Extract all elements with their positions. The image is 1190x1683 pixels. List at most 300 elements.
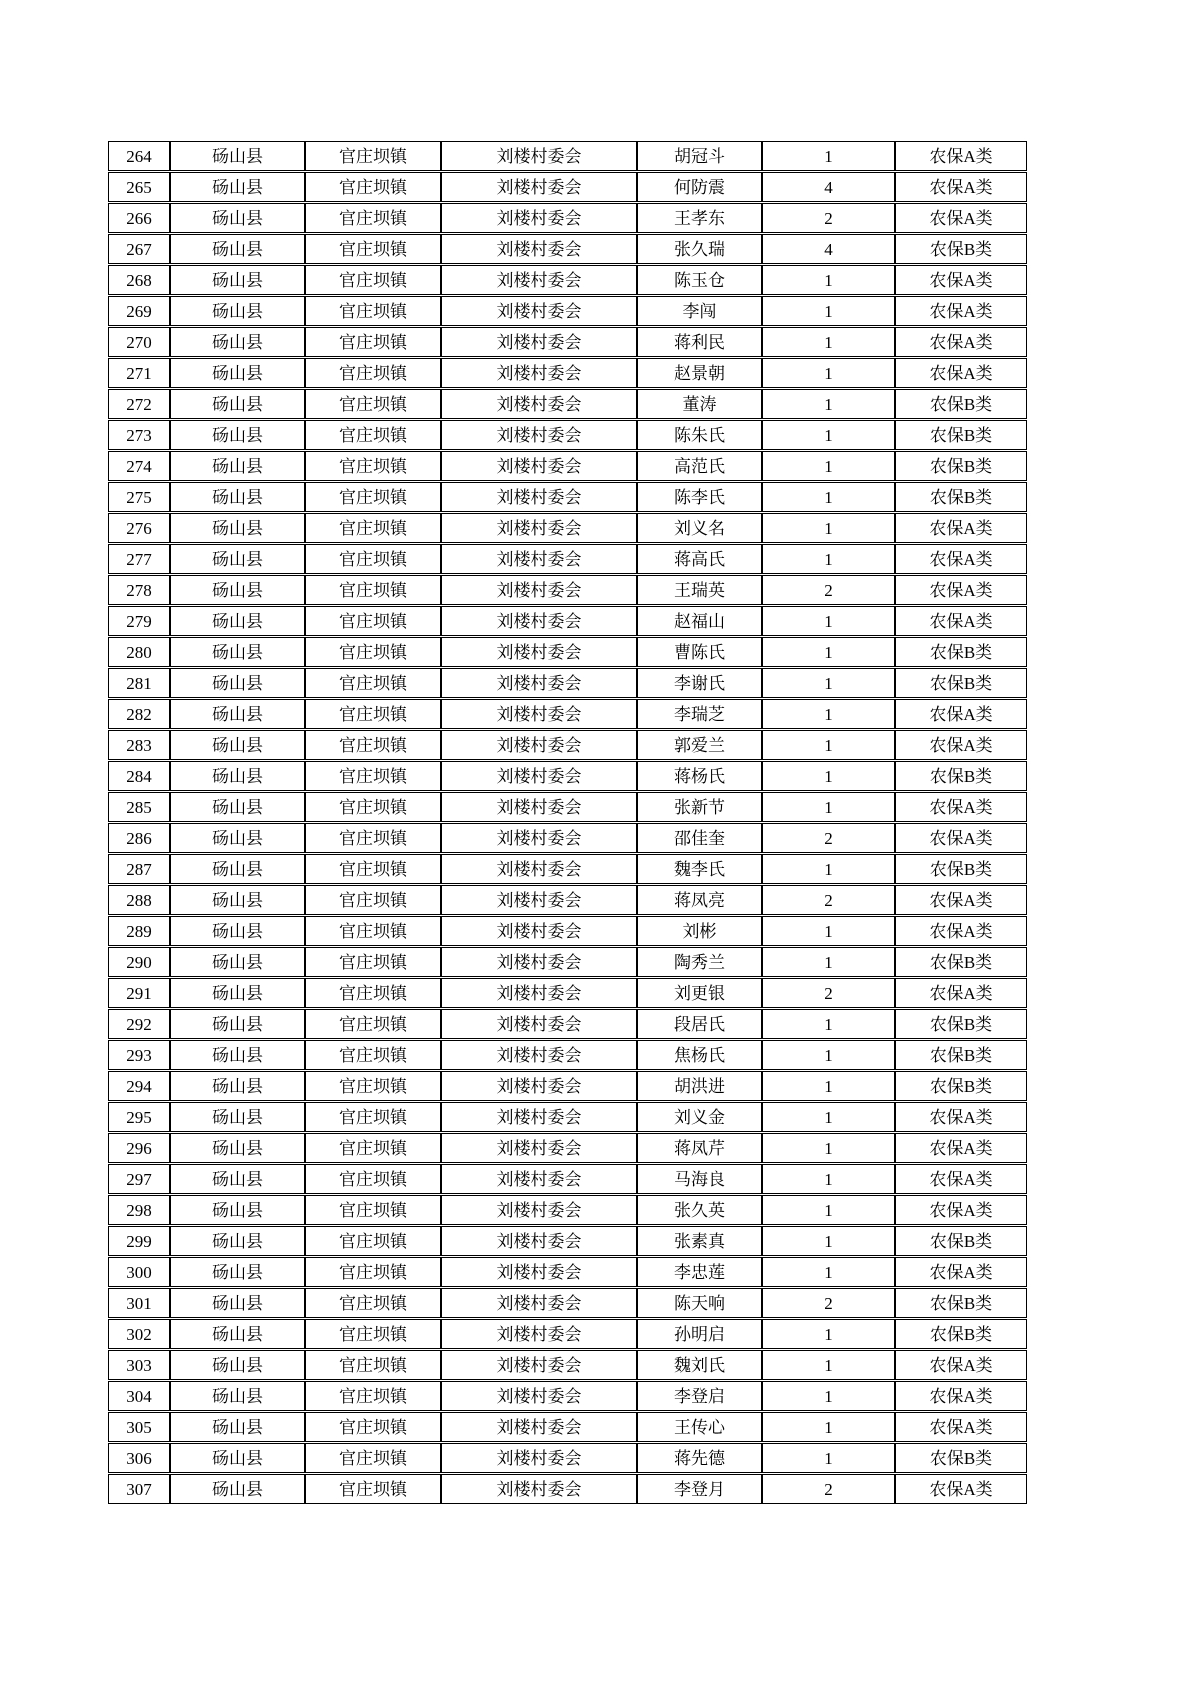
cell-village: 刘楼村委会 <box>441 1071 637 1101</box>
table-row <box>108 637 1027 667</box>
table-row <box>108 234 1027 264</box>
cell-town: 官庄坝镇 <box>305 637 441 667</box>
cell-category: 农保A类 <box>895 513 1027 543</box>
cell-town: 官庄坝镇 <box>305 854 441 884</box>
cell-no: 268 <box>108 265 170 295</box>
cell-village: 刘楼村委会 <box>441 420 637 450</box>
cell-village: 刘楼村委会 <box>441 916 637 946</box>
cell-category: 农保A类 <box>895 141 1027 171</box>
cell-county: 砀山县 <box>170 1257 305 1287</box>
cell-town: 官庄坝镇 <box>305 234 441 264</box>
cell-village: 刘楼村委会 <box>441 327 637 357</box>
table-row <box>108 1195 1027 1225</box>
cell-name: 陈朱氏 <box>637 420 762 450</box>
cell-town: 官庄坝镇 <box>305 761 441 791</box>
cell-county: 砀山县 <box>170 854 305 884</box>
cell-count: 1 <box>762 1381 895 1411</box>
cell-no: 307 <box>108 1474 170 1504</box>
cell-name: 魏李氏 <box>637 854 762 884</box>
cell-name: 刘更银 <box>637 978 762 1008</box>
cell-category: 农保A类 <box>895 606 1027 636</box>
cell-town: 官庄坝镇 <box>305 327 441 357</box>
cell-no: 291 <box>108 978 170 1008</box>
cell-no: 267 <box>108 234 170 264</box>
cell-category: 农保A类 <box>895 358 1027 388</box>
cell-county: 砀山县 <box>170 1288 305 1318</box>
cell-town: 官庄坝镇 <box>305 1474 441 1504</box>
cell-count: 1 <box>762 327 895 357</box>
cell-count: 1 <box>762 1257 895 1287</box>
table-row <box>108 141 1027 171</box>
cell-no: 303 <box>108 1350 170 1380</box>
cell-town: 官庄坝镇 <box>305 141 441 171</box>
cell-count: 1 <box>762 265 895 295</box>
cell-village: 刘楼村委会 <box>441 203 637 233</box>
cell-name: 段居氏 <box>637 1009 762 1039</box>
cell-count: 1 <box>762 420 895 450</box>
cell-no: 301 <box>108 1288 170 1318</box>
cell-name: 魏刘氏 <box>637 1350 762 1380</box>
table-row <box>108 792 1027 822</box>
cell-name: 李登启 <box>637 1381 762 1411</box>
cell-town: 官庄坝镇 <box>305 1319 441 1349</box>
cell-village: 刘楼村委会 <box>441 358 637 388</box>
cell-county: 砀山县 <box>170 265 305 295</box>
table-row <box>108 730 1027 760</box>
cell-county: 砀山县 <box>170 575 305 605</box>
cell-name: 陈李氏 <box>637 482 762 512</box>
cell-county: 砀山县 <box>170 1350 305 1380</box>
cell-town: 官庄坝镇 <box>305 389 441 419</box>
cell-town: 官庄坝镇 <box>305 358 441 388</box>
cell-village: 刘楼村委会 <box>441 823 637 853</box>
cell-town: 官庄坝镇 <box>305 296 441 326</box>
table-row <box>108 1288 1027 1318</box>
cell-count: 1 <box>762 668 895 698</box>
cell-county: 砀山县 <box>170 947 305 977</box>
cell-no: 302 <box>108 1319 170 1349</box>
cell-name: 李忠莲 <box>637 1257 762 1287</box>
cell-count: 2 <box>762 978 895 1008</box>
cell-town: 官庄坝镇 <box>305 1412 441 1442</box>
cell-village: 刘楼村委会 <box>441 1164 637 1194</box>
cell-village: 刘楼村委会 <box>441 1443 637 1473</box>
cell-no: 275 <box>108 482 170 512</box>
cell-village: 刘楼村委会 <box>441 389 637 419</box>
cell-name: 董涛 <box>637 389 762 419</box>
cell-category: 农保B类 <box>895 1071 1027 1101</box>
cell-name: 赵景朝 <box>637 358 762 388</box>
cell-count: 1 <box>762 1412 895 1442</box>
cell-name: 蒋杨氏 <box>637 761 762 791</box>
cell-town: 官庄坝镇 <box>305 978 441 1008</box>
cell-category: 农保A类 <box>895 1412 1027 1442</box>
cell-village: 刘楼村委会 <box>441 482 637 512</box>
cell-no: 279 <box>108 606 170 636</box>
cell-no: 299 <box>108 1226 170 1256</box>
cell-village: 刘楼村委会 <box>441 1226 637 1256</box>
cell-count: 1 <box>762 792 895 822</box>
cell-no: 290 <box>108 947 170 977</box>
table-row <box>108 854 1027 884</box>
cell-village: 刘楼村委会 <box>441 234 637 264</box>
cell-category: 农保B类 <box>895 1040 1027 1070</box>
cell-village: 刘楼村委会 <box>441 1102 637 1132</box>
cell-village: 刘楼村委会 <box>441 1474 637 1504</box>
cell-category: 农保A类 <box>895 730 1027 760</box>
table-row <box>108 544 1027 574</box>
cell-count: 1 <box>762 1102 895 1132</box>
table-row <box>108 203 1027 233</box>
cell-name: 李谢氏 <box>637 668 762 698</box>
cell-no: 292 <box>108 1009 170 1039</box>
cell-county: 砀山县 <box>170 823 305 853</box>
cell-no: 297 <box>108 1164 170 1194</box>
cell-count: 4 <box>762 234 895 264</box>
cell-town: 官庄坝镇 <box>305 420 441 450</box>
cell-village: 刘楼村委会 <box>441 947 637 977</box>
cell-count: 1 <box>762 699 895 729</box>
table-row <box>108 1040 1027 1070</box>
table-row <box>108 606 1027 636</box>
cell-town: 官庄坝镇 <box>305 203 441 233</box>
cell-county: 砀山县 <box>170 1133 305 1163</box>
cell-county: 砀山县 <box>170 1009 305 1039</box>
cell-village: 刘楼村委会 <box>441 761 637 791</box>
cell-village: 刘楼村委会 <box>441 1412 637 1442</box>
cell-count: 1 <box>762 358 895 388</box>
cell-name: 马海良 <box>637 1164 762 1194</box>
table-row <box>108 1226 1027 1256</box>
cell-category: 农保B类 <box>895 389 1027 419</box>
cell-category: 农保A类 <box>895 823 1027 853</box>
cell-count: 1 <box>762 141 895 171</box>
cell-category: 农保A类 <box>895 265 1027 295</box>
cell-count: 1 <box>762 1133 895 1163</box>
cell-town: 官庄坝镇 <box>305 823 441 853</box>
cell-name: 曹陈氏 <box>637 637 762 667</box>
cell-category: 农保B类 <box>895 668 1027 698</box>
cell-count: 1 <box>762 296 895 326</box>
cell-town: 官庄坝镇 <box>305 265 441 295</box>
cell-category: 农保B类 <box>895 1443 1027 1473</box>
cell-name: 蒋凤芹 <box>637 1133 762 1163</box>
cell-name: 蒋先德 <box>637 1443 762 1473</box>
cell-category: 农保B类 <box>895 854 1027 884</box>
cell-name: 孙明启 <box>637 1319 762 1349</box>
cell-name: 陈玉仓 <box>637 265 762 295</box>
cell-no: 269 <box>108 296 170 326</box>
cell-county: 砀山县 <box>170 730 305 760</box>
cell-name: 刘彬 <box>637 916 762 946</box>
cell-county: 砀山县 <box>170 141 305 171</box>
cell-village: 刘楼村委会 <box>441 1040 637 1070</box>
cell-no: 266 <box>108 203 170 233</box>
cell-name: 李瑞芝 <box>637 699 762 729</box>
cell-category: 农保A类 <box>895 1350 1027 1380</box>
cell-village: 刘楼村委会 <box>441 668 637 698</box>
cell-category: 农保B类 <box>895 451 1027 481</box>
cell-county: 砀山县 <box>170 1381 305 1411</box>
cell-no: 294 <box>108 1071 170 1101</box>
cell-village: 刘楼村委会 <box>441 637 637 667</box>
cell-no: 282 <box>108 699 170 729</box>
table-row <box>108 761 1027 791</box>
cell-town: 官庄坝镇 <box>305 1164 441 1194</box>
table-row <box>108 1133 1027 1163</box>
cell-name: 蒋凤亮 <box>637 885 762 915</box>
cell-no: 306 <box>108 1443 170 1473</box>
cell-village: 刘楼村委会 <box>441 1319 637 1349</box>
cell-county: 砀山县 <box>170 792 305 822</box>
cell-town: 官庄坝镇 <box>305 668 441 698</box>
cell-category: 农保A类 <box>895 1133 1027 1163</box>
cell-count: 1 <box>762 606 895 636</box>
cell-town: 官庄坝镇 <box>305 1133 441 1163</box>
cell-town: 官庄坝镇 <box>305 1009 441 1039</box>
cell-county: 砀山县 <box>170 172 305 202</box>
cell-count: 1 <box>762 1226 895 1256</box>
cell-count: 1 <box>762 1164 895 1194</box>
roster-table-body <box>108 141 1027 1504</box>
cell-town: 官庄坝镇 <box>305 482 441 512</box>
cell-name: 邵佳奎 <box>637 823 762 853</box>
cell-name: 胡洪进 <box>637 1071 762 1101</box>
cell-village: 刘楼村委会 <box>441 296 637 326</box>
table-row <box>108 885 1027 915</box>
cell-no: 288 <box>108 885 170 915</box>
cell-county: 砀山县 <box>170 1164 305 1194</box>
cell-name: 高范氏 <box>637 451 762 481</box>
table-row <box>108 1350 1027 1380</box>
cell-category: 农保B类 <box>895 1319 1027 1349</box>
cell-village: 刘楼村委会 <box>441 172 637 202</box>
cell-county: 砀山县 <box>170 203 305 233</box>
cell-no: 278 <box>108 575 170 605</box>
cell-name: 何防震 <box>637 172 762 202</box>
cell-village: 刘楼村委会 <box>441 544 637 574</box>
cell-category: 农保A类 <box>895 1195 1027 1225</box>
cell-town: 官庄坝镇 <box>305 1257 441 1287</box>
cell-count: 1 <box>762 947 895 977</box>
cell-name: 刘义名 <box>637 513 762 543</box>
table-row <box>108 1164 1027 1194</box>
cell-no: 272 <box>108 389 170 419</box>
table-row <box>108 1102 1027 1132</box>
cell-name: 王孝东 <box>637 203 762 233</box>
table-row <box>108 482 1027 512</box>
cell-county: 砀山县 <box>170 885 305 915</box>
cell-county: 砀山县 <box>170 544 305 574</box>
cell-category: 农保A类 <box>895 296 1027 326</box>
cell-count: 4 <box>762 172 895 202</box>
cell-count: 2 <box>762 885 895 915</box>
cell-town: 官庄坝镇 <box>305 730 441 760</box>
table-row <box>108 451 1027 481</box>
cell-count: 1 <box>762 1040 895 1070</box>
cell-county: 砀山县 <box>170 1195 305 1225</box>
cell-county: 砀山县 <box>170 482 305 512</box>
cell-name: 李闯 <box>637 296 762 326</box>
table-row <box>108 1381 1027 1411</box>
cell-no: 276 <box>108 513 170 543</box>
table-row <box>108 420 1027 450</box>
cell-category: 农保A类 <box>895 172 1027 202</box>
cell-no: 264 <box>108 141 170 171</box>
cell-town: 官庄坝镇 <box>305 513 441 543</box>
cell-name: 胡冠斗 <box>637 141 762 171</box>
table-row <box>108 1443 1027 1473</box>
cell-county: 砀山县 <box>170 699 305 729</box>
cell-village: 刘楼村委会 <box>441 854 637 884</box>
cell-no: 295 <box>108 1102 170 1132</box>
cell-county: 砀山县 <box>170 916 305 946</box>
table-row <box>108 513 1027 543</box>
cell-name: 赵福山 <box>637 606 762 636</box>
cell-town: 官庄坝镇 <box>305 172 441 202</box>
cell-county: 砀山县 <box>170 1474 305 1504</box>
cell-category: 农保A类 <box>895 792 1027 822</box>
cell-county: 砀山县 <box>170 761 305 791</box>
cell-name: 王传心 <box>637 1412 762 1442</box>
cell-category: 农保A类 <box>895 978 1027 1008</box>
cell-county: 砀山县 <box>170 234 305 264</box>
cell-town: 官庄坝镇 <box>305 544 441 574</box>
cell-no: 265 <box>108 172 170 202</box>
cell-count: 2 <box>762 203 895 233</box>
cell-category: 农保B类 <box>895 482 1027 512</box>
cell-count: 1 <box>762 637 895 667</box>
cell-count: 1 <box>762 761 895 791</box>
cell-category: 农保A类 <box>895 1164 1027 1194</box>
cell-name: 张素真 <box>637 1226 762 1256</box>
cell-town: 官庄坝镇 <box>305 947 441 977</box>
cell-village: 刘楼村委会 <box>441 978 637 1008</box>
cell-town: 官庄坝镇 <box>305 1226 441 1256</box>
cell-town: 官庄坝镇 <box>305 606 441 636</box>
cell-village: 刘楼村委会 <box>441 730 637 760</box>
cell-village: 刘楼村委会 <box>441 451 637 481</box>
table-row <box>108 1009 1027 1039</box>
cell-category: 农保A类 <box>895 1381 1027 1411</box>
cell-town: 官庄坝镇 <box>305 699 441 729</box>
cell-town: 官庄坝镇 <box>305 451 441 481</box>
cell-category: 农保B类 <box>895 761 1027 791</box>
cell-no: 300 <box>108 1257 170 1287</box>
cell-count: 1 <box>762 513 895 543</box>
cell-county: 砀山县 <box>170 358 305 388</box>
cell-category: 农保B类 <box>895 420 1027 450</box>
cell-village: 刘楼村委会 <box>441 513 637 543</box>
cell-no: 271 <box>108 358 170 388</box>
cell-village: 刘楼村委会 <box>441 575 637 605</box>
cell-town: 官庄坝镇 <box>305 1288 441 1318</box>
cell-town: 官庄坝镇 <box>305 1102 441 1132</box>
cell-category: 农保A类 <box>895 1102 1027 1132</box>
cell-village: 刘楼村委会 <box>441 1009 637 1039</box>
cell-count: 2 <box>762 1288 895 1318</box>
cell-category: 农保A类 <box>895 916 1027 946</box>
cell-name: 蒋利民 <box>637 327 762 357</box>
cell-village: 刘楼村委会 <box>441 1381 637 1411</box>
cell-name: 张新节 <box>637 792 762 822</box>
cell-count: 1 <box>762 482 895 512</box>
cell-no: 304 <box>108 1381 170 1411</box>
cell-no: 286 <box>108 823 170 853</box>
cell-category: 农保A类 <box>895 544 1027 574</box>
cell-county: 砀山县 <box>170 637 305 667</box>
cell-town: 官庄坝镇 <box>305 575 441 605</box>
cell-name: 张久瑞 <box>637 234 762 264</box>
cell-no: 273 <box>108 420 170 450</box>
cell-category: 农保A类 <box>895 1257 1027 1287</box>
cell-town: 官庄坝镇 <box>305 792 441 822</box>
cell-count: 1 <box>762 916 895 946</box>
table-row <box>108 699 1027 729</box>
table-row <box>108 265 1027 295</box>
cell-county: 砀山县 <box>170 513 305 543</box>
cell-name: 陶秀兰 <box>637 947 762 977</box>
cell-count: 1 <box>762 1071 895 1101</box>
cell-county: 砀山县 <box>170 1319 305 1349</box>
table-row <box>108 668 1027 698</box>
cell-village: 刘楼村委会 <box>441 265 637 295</box>
table-row <box>108 575 1027 605</box>
cell-count: 2 <box>762 823 895 853</box>
table-row <box>108 978 1027 1008</box>
table-row <box>108 823 1027 853</box>
cell-count: 1 <box>762 1350 895 1380</box>
table-row <box>108 358 1027 388</box>
cell-county: 砀山县 <box>170 327 305 357</box>
table-row <box>108 1319 1027 1349</box>
cell-name: 焦杨氏 <box>637 1040 762 1070</box>
cell-town: 官庄坝镇 <box>305 916 441 946</box>
cell-count: 1 <box>762 854 895 884</box>
cell-count: 1 <box>762 1319 895 1349</box>
cell-name: 郭爱兰 <box>637 730 762 760</box>
cell-town: 官庄坝镇 <box>305 1195 441 1225</box>
cell-count: 1 <box>762 1443 895 1473</box>
table-row <box>108 1412 1027 1442</box>
cell-count: 1 <box>762 389 895 419</box>
cell-count: 1 <box>762 544 895 574</box>
cell-name: 王瑞英 <box>637 575 762 605</box>
table-row <box>108 947 1027 977</box>
cell-count: 1 <box>762 1195 895 1225</box>
cell-no: 293 <box>108 1040 170 1070</box>
cell-name: 刘义金 <box>637 1102 762 1132</box>
cell-no: 281 <box>108 668 170 698</box>
cell-category: 农保A类 <box>895 203 1027 233</box>
cell-county: 砀山县 <box>170 389 305 419</box>
cell-village: 刘楼村委会 <box>441 699 637 729</box>
table-row <box>108 389 1027 419</box>
cell-category: 农保B类 <box>895 637 1027 667</box>
cell-category: 农保B类 <box>895 234 1027 264</box>
cell-county: 砀山县 <box>170 978 305 1008</box>
cell-count: 1 <box>762 1009 895 1039</box>
cell-town: 官庄坝镇 <box>305 1040 441 1070</box>
cell-category: 农保B类 <box>895 947 1027 977</box>
cell-town: 官庄坝镇 <box>305 885 441 915</box>
cell-no: 289 <box>108 916 170 946</box>
cell-town: 官庄坝镇 <box>305 1071 441 1101</box>
cell-no: 270 <box>108 327 170 357</box>
cell-village: 刘楼村委会 <box>441 606 637 636</box>
cell-category: 农保B类 <box>895 1226 1027 1256</box>
cell-county: 砀山县 <box>170 1102 305 1132</box>
